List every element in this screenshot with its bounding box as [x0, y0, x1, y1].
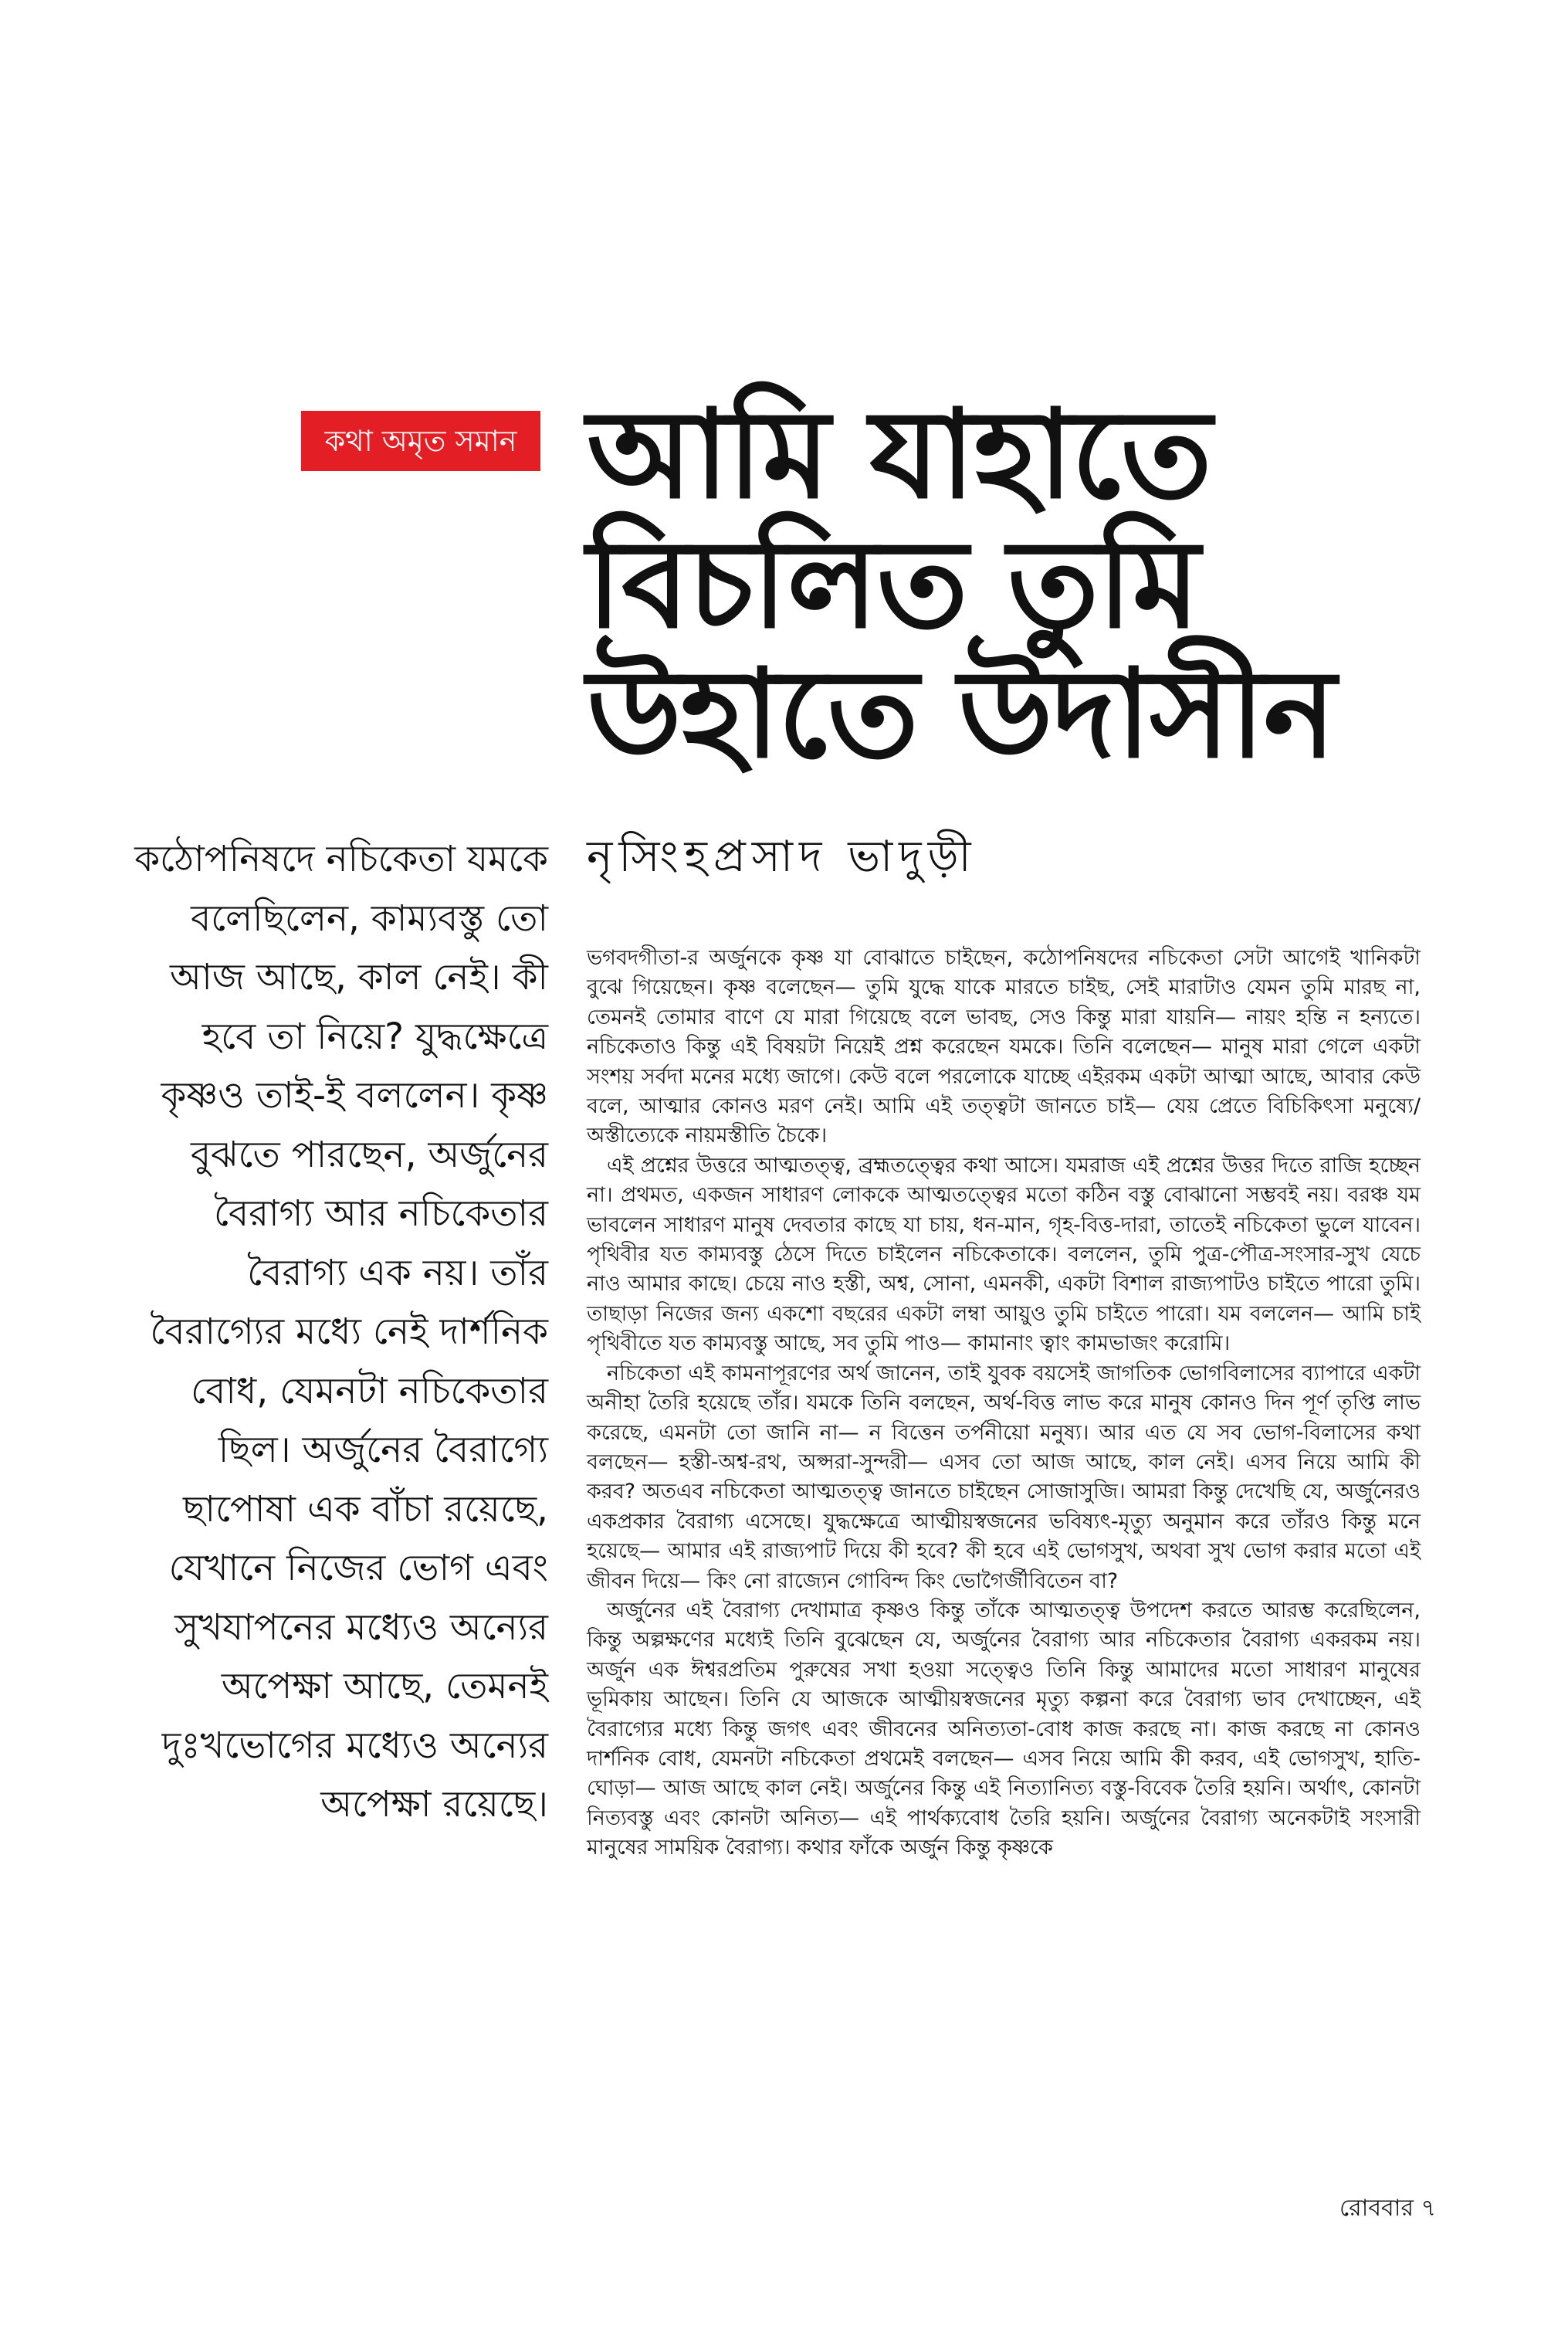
headline-line-1: আমি যাহাতে [587, 384, 1211, 526]
headline-line-3: উহাতে উদাসীন [587, 643, 1335, 785]
article-body [587, 944, 1421, 1863]
author-byline: নৃসিংহপ্রসাদ ভাদুড়ী [587, 832, 977, 882]
body-paragraph-1: ভগবদগীতা-র অর্জুনকে কৃষ্ণ যা বোঝাতে চাইছেন, কঠোপনিষদের নচিকেতা সেটা আগেই খানিকটা বুঝে গিয়েছেন। কৃষ্ণ বলেছেন— তুমি যুদ্ধে যাকে মারতে চাইছ, সেই মারাটাও যেমন তুমি মারছ না, তেমনই তোমার বাণে যে মারা গিয়েছে বলে ভাবছ, সেও কিন্তু মারা যায়নি— নায়ং হন্তি ন হন্যতে। নচিকেতাও কিন্তু এই বিষয়টা নিয়েই প্রশ্ন করেছেন যমকে। তিনি বলেছেন— মানুষ মারা গেলে একটা সংশয় সর্বদা মনের মধ্যে জাগে। কেউ বলে পরলোকে যাচ্ছে এইরকম একটা আত্মা আছে, আবার কেউ বলে, আত্মার কোনও মরণ নেই। আমি এই তত্ত্বটা জানতে চাই— যেয় প্রেতে বিচিকিৎসা মনুষ্যে/ অস্তীত্যেকে নায়মস্তীতি চৈকে। [587, 946, 1421, 1148]
headline-line-2: বিচলিত তুমি [587, 514, 1199, 656]
page-number: রোববার ৭ [1339, 2195, 1436, 2222]
body-paragraph-2: এই প্রশ্নের উত্তরে আত্মতত্ত্ব, ব্রহ্মতত্ত্বের কথা আসে। যমরাজ এই প্রশ্নের উত্তর দিতে রাজি হচ্ছেন না। প্রথমত, একজন সাধারণ লোককে আত্মতত্ত্বের মতো কঠিন বস্তু বোঝানো সম্ভবই নয়। বরঞ্চ যম ভাবলেন সাধারণ মানুষ দেবতার কাছে যা চায়, ধন-মান, গৃহ-বিত্ত-দারা, তাতেই নচিকেতা ভুলে যাবেন। পৃথিবীর যত কাম্যবস্তু ঠেসে দিতে চাইলেন নচিকেতাকে। বললেন, তুমি পুত্র-পৌত্র-সংসার-সুখ যেচে নাও আমার কাছে। চেয়ে নাও হস্তী, অশ্ব, সোনা, এমনকী, একটা বিশাল রাজ্যপাটও চাইতে পারো তুমি। তাছাড়া নিজের জন্য একশো বছরের একটা লম্বা আয়ুও তুমি চাইতে পারো। যম বললেন— আমি চাই পৃথিবীতে যত কাম্যবস্তু আছে, সব তুমি পাও— কামানাং ত্বাং কামভাজং করোমি। [587, 1153, 1421, 1356]
headline [587, 384, 1359, 785]
pull-quote: কঠোপনিষদে নচিকেতা যমকে বলেছিলেন, কাম্যবস্তু তো আজ আছে, কাল নেই। কী হবে তা নিয়ে? যুদ্ধক্ষেত্রে কৃষ্ণও তাই-ই বললেন। কৃষ্ণ বুঝতে পারছেন, অর্জুনের বৈরাগ্য আর নচিকেতার বৈরাগ্য এক নয়। তাঁর বৈরাগ্যের মধ্যে নেই দার্শনিক বোধ, যেমনটা নচিকেতার ছিল। অর্জুনের বৈরাগ্যে ছাপোষা এক বাঁচা রয়েছে, যেখানে নিজের ভোগ এবং সুখযাপনের মধ্যেও অন্যের অপেক্ষা আছে, তেমনই দুঃখভোগের মধ্যেও অন্যের অপেক্ষা রয়েছে। [134, 838, 548, 1826]
body-paragraph-4: অর্জুনের এই বৈরাগ্য দেখামাত্র কৃষ্ণও কিন্তু তাঁকে আত্মতত্ত্ব উপদেশ করতে আরম্ভ করেছিলেন, কিন্তু অল্পক্ষণের মধ্যেই তিনি বুঝেছেন যে, অর্জুনের বৈরাগ্য আর নচিকেতার বৈরাগ্য একরকম নয়। অর্জুন এক ঈশ্বরপ্রতিম পুরুষের সখা হওয়া সত্ত্বেও তিনি কিন্তু আমাদের মতো সাধারণ মানুষের ভূমিকায় আছেন। তিনি যে আজকে আত্মীয়স্বজনের মৃত্যু কল্পনা করে বৈরাগ্য ভাব দেখাচ্ছেন, এই বৈরাগ্যের মধ্যে কিন্তু জগৎ এবং জীবনের অনিত্যতা-বোধ কাজ করছে না। কাজ করছে না কোনও দার্শনিক বোধ, যেমনটা নচিকেতা প্রথমেই বলছেন— এসব নিয়ে আমি কী করব, এই ভোগসুখ, হাতি-ঘোড়া— আজ আছে কাল নেই। অর্জুনের কিন্তু এই নিত্যানিত্য বস্তু-বিবেক তৈরি হয়নি। অর্থাৎ, কোনটা নিত্যবস্তু এবং কোনটা অনিত্য— এই পার্থক্যবোধ তৈরি হয়নি। অর্জুনের বৈরাগ্য অনেকটাই সংসারী মানুষের সাময়িক বৈরাগ্য। কথার ফাঁকে অর্জুন কিন্তু কৃষ্ণকে [587, 1598, 1421, 1860]
section-tag: কথা অমৃত সমান [301, 411, 540, 471]
body-paragraph-3: নচিকেতা এই কামনাপূরণের অর্থ জানেন, তাই যুবক বয়সেই জাগতিক ভোগবিলাসের ব্যাপারে একটা অনীহা তৈরি হয়েছে তাঁর। যমকে তিনি বলছেন, অর্থ-বিত্ত লাভ করে মানুষ কোনও দিন পূর্ণ তৃপ্তি লাভ করেছে, এমনটা তো জানি না— ন বিত্তেন তর্পনীয়ো মনুষ্য। আর এত যে সব ভোগ-বিলাসের কথা বলছেন— হস্তী-অশ্ব-রথ, অপ্সরা-সুন্দরী— এসব তো আজ আছে, কাল নেই। এসব নিয়ে আমি কী করব? অতএব নচিকেতা আত্মতত্ত্ব জানতে চাইছেন সোজাসুজি। আমরা কিন্তু দেখেছি যে, অর্জুনেরও একপ্রকার বৈরাগ্য এসেছে। যুদ্ধক্ষেত্রে আত্মীয়স্বজনের ভবিষ্যৎ-মৃত্যু অনুমান করে তাঁরও কিন্তু মনে হয়েছে— আমার এই রাজ্যপাট দিয়ে কী হবে? কী হবে এই ভোগসুখ, অথবা সুখ ভোগ করার মতো এই জীবন দিয়ে— কিং নো রাজ্যেন গোবিন্দ কিং ভোগৈর্জীবিতেন বা? [587, 1361, 1421, 1593]
